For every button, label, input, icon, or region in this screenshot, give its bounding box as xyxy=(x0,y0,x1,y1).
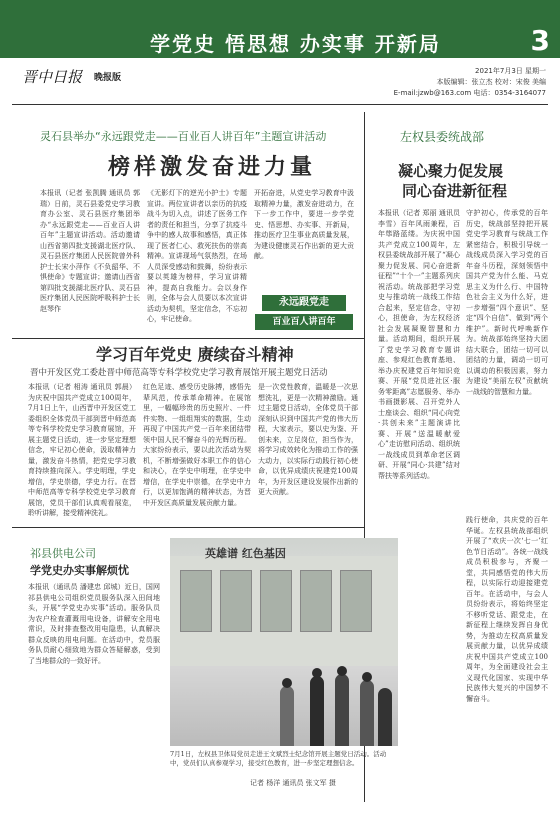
page-header xyxy=(0,0,560,58)
photo-credit: 记者 杨洋 通讯员 张文军 摄 xyxy=(250,779,336,787)
zuoquan-column-1: 本报讯（记者 郑丽 通讯员 李雪）百年风雨兼程，百年筚路蓝缕。为庆祝中国共产党成立100周年，左权县委统战部开展了“凝心聚力促发展、同心奋进新征程”“十个一”主题系列庆祝活动。统战部把学习党史与推动统一战线工作结合起来，坚定信念，守初心，担使命，为左权经济社会发展凝聚智慧和力量。活动期间，组织开展了党史学习教育专题讲座、参观红色教育基地、举办庆祝建党百年知识竞赛、开展“党员进社区·服务零距离”志愿服务、举办书画摄影展、召开党外人士座谈会、组织“同心向党·共创未来”主题演讲比赛、开展“送温暖献爱心”走访慰问活动、组织统一战线成员到革命老区调研、开展“同心·共建”结对帮扶等系列活动。 xyxy=(378,209,460,480)
lingshi-column-1: 本报讯（记者 张凯腾 通讯员 郭瑞）日前，灵石县委党史学习教育办公室、灵石县医疗集团举办“永远跟党走——百业百人讲百年”主题宣讲活动。活动邀请山西省第四批支援湖北医疗队、灵石县医疗集团人民医院曾外科护士长宋小萍作《不负韶华、不惧使命》专题宣讲；邀请山西省第四批支援湖北医疗队、灵石县医疗集团人民医院呼吸科护士长赵琴作 xyxy=(40,189,140,313)
pioneer-column-2: 红色足迹、感受历史脉搏，感悟先辈风范，传承革命精神。在展馆里，一幅幅珍贵的历史照片、一件件实物、一组组翔实的数据，生动再现了中国共产党一百年来团结带领中国人民不懈奋斗的光辉历程。大家纷纷表示，要以此次活动为契机，不断增强做好本职工作的信心和决心，在学史中明理，在学史中增信，在学史中崇德，在学史中力行，以更加饱满的精神状态，为晋中开发区高质量发展贡献力量。 xyxy=(143,383,251,507)
header-slogan: 学党史 悟思想 办实事 开新局 xyxy=(150,32,441,56)
pioneer-subtitle: 晋中开发区党工委赴晋中师范高等专科学校党史学习教育展馆开展主题党日活动 xyxy=(30,368,328,378)
lingshi-column-2: 《无影灯下的逆光小护士》专题宣讲。两位宣讲者以亲历的抗疫战斗为切入点，讲述了医务工作者的责任和担当，分享了抗疫斗争中的感人故事和感悟，真正体现了医者仁心、救死扶伤的崇高精神。宣讲现场气氛热烈，在场人员深受感动和鼓舞，纷纷表示要以英雄为榜样，学习宣讲精神，提高自我能力。会以身作则，全体与会人员要以本次宣讲活动为契机，坚定信念，不忘初心，牢记使命。 xyxy=(147,189,247,323)
lingshi-banner-2: 百业百人讲百年 xyxy=(255,314,353,330)
lingshi-kicker: 灵石县举办“永远跟党走——百业百人讲百年”主题宣讲活动 xyxy=(40,130,327,143)
contact-line: E-mail:jzwb@163.com 电话：0354-3164077 xyxy=(393,89,546,97)
header-divider xyxy=(12,104,548,105)
issue-meta xyxy=(394,66,546,99)
zuoquan-column-2: 守护初心，传承党的百年历史，统战部坚持把开展党史学习教育与统战工作紧密结合，积极引导统一战线成员深入学习党的百年奋斗历程，深刻领悟中国共产党为什么能、马克思主义为什么行、中国特色社会主义为什么好，进一步增强“四个意识”、坚定“四个自信”、做到“两个维护”。新时代呼唤新作为。统战部始终坚持大团结大联合，团结一切可以团结的力量，调动一切可以调动的积极因素，努力为建设“美丽左权”贡献统一战线的智慧和力量。 xyxy=(466,209,548,396)
pioneer-column-3: 是一次党性教育，温暖是一次思想洗礼，更是一次精神激励。通过主题党日活动，全体党员干部深刻认识到中国共产党的伟大历程，大家表示，要以史为鉴、开创未来，立足岗位，担当作为，将学习成效转化为推动工作的强大动力，以实际行动践行初心使命，以优异成绩庆祝建党100周年，为开发区建设发展作出新的更大贡献。 xyxy=(258,383,358,496)
editor-line: 本版编辑：张立杰 校对：宋俊 美编 xyxy=(436,78,546,86)
pioneer-headline: 学习百年党史 赓续奋斗精神 xyxy=(96,345,294,364)
zuoquan-column-3: 践行使命，共庆党的百年华诞。左权县统战部组织开展了“欢庆一次‘七一’红色节日活动”。各统一战线成员积极参与，齐聚一堂，共同感悟党的伟大历程，以实际行动迎接建党百年。在活动中，与会人员纷纷表示，将始终坚定不移听党话、跟党走，在新征程上继续发挥自身优势，为推动左权高质量发展贡献力量，以优异成绩庆祝中国共产党成立100周年，为全面建设社会主义现代化国家、实现中华民族伟大复兴的中国梦不懈奋斗。 xyxy=(466,516,548,703)
section-divider-2 xyxy=(12,527,364,528)
qixian-kicker: 祁县供电公司 xyxy=(30,547,96,560)
photo-caption: 7月1日，左权县卫体局党员走进王文斌烈士纪念馆开展主题党日活动。活动中，党员们认真参观学习，接受红色教育，进一步坚定理想信念。 xyxy=(170,750,387,767)
pioneer-column-1: 本报讯（记者 相涛 通讯员 郭晨）为庆祝中国共产党成立100周年，7月1日上午，山西晋中开发区党工委组织全体党员干部到晋中师范高等专科学校党史学习教育展馆，开展主题党日活动，进一步坚定理想信念，牢记初心使命，汲取精神力量，激发奋斗热情，把党史学习教育持续推向深入。学史明理，学史增信，学史崇德，学史力行。在晋中师范高等专科学校党史学习教育展馆，党员干部们认真观看展览，聆听讲解，接受精神洗礼。 xyxy=(28,383,136,517)
zuoquan-headline-2: 同心奋进新征程 xyxy=(402,182,508,200)
page-number: 3 xyxy=(530,24,550,57)
newspaper-logo: 晋中日报 xyxy=(22,68,83,86)
exhibition-photo xyxy=(170,538,398,746)
section-divider-1 xyxy=(12,338,364,339)
edition-label: 晚报版 xyxy=(94,73,122,83)
zuoquan-headline-1: 凝心聚力促发展 xyxy=(398,162,504,180)
qixian-headline: 学党史办实事解烦忧 xyxy=(30,564,129,577)
zuoquan-kicker: 左权县委统战部 xyxy=(400,130,485,144)
issue-date: 2021年7月3日 星期一 xyxy=(475,67,546,75)
lingshi-banner-1: 永远跟党走 xyxy=(262,295,346,311)
lingshi-column-3: 开拓奋进，从党史学习教育中汲取精神力量，激发奋进动力，在下一步工作中，要进一步学党史、悟思想、办实事、开新局，推动医疗卫生事业高质量发展，为建设健康灵石作出新的更大贡献。 xyxy=(254,189,354,260)
photo-title: 英雄谱 红色基因 xyxy=(205,547,286,560)
qixian-body: 本报讯（通讯员 潘建忠 邱城）近日，国网祁县供电公司组织党员服务队深入田间地头，开展“学党史办实事”活动。服务队员为农户检查灌溉用电设备，讲解安全用电常识，及时排查整改用电隐患，认真解决群众反映的用电问题。在活动中，党员服务队员耐心细致地为群众答疑解惑，受到了当地群众的一致好评。 xyxy=(28,583,160,665)
lingshi-headline: 榜样激发奋进力量 xyxy=(108,155,317,180)
